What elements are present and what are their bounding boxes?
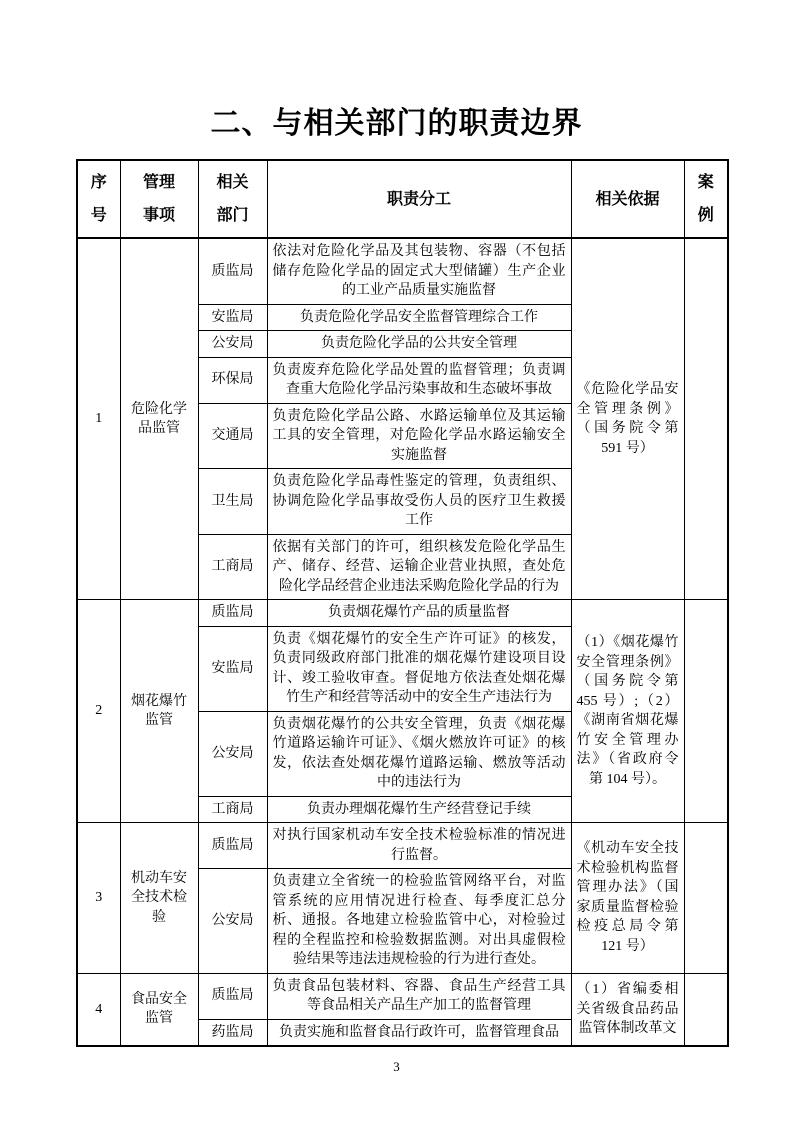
index-cell: 2 — [77, 600, 120, 823]
basis-cell: （1）省编委相关省级食品药品监管体制改革文 — [571, 973, 684, 1046]
table-row — [77, 973, 728, 1019]
case-cell — [684, 973, 728, 1046]
department-cell: 工商局 — [198, 796, 267, 823]
department-cell: 交通局 — [198, 403, 267, 469]
department-cell: 质监局 — [198, 823, 267, 869]
department-cell: 质监局 — [198, 973, 267, 1019]
duty-cell: 负责危险化学品毒性鉴定的管理，负责组织、协调危险化学品事故受伤人员的医疗卫生救援工作 — [267, 469, 571, 535]
department-cell: 公安局 — [198, 711, 267, 796]
matter-cell — [120, 238, 198, 600]
page-number: 3 — [393, 1059, 400, 1074]
department-cell: 质监局 — [198, 600, 267, 627]
column-header-matter — [120, 160, 198, 238]
column-header-basis-label: 相关依据 — [595, 190, 660, 208]
column-header-case — [684, 160, 728, 238]
duty-cell: 负责实施和监督食品行政许可，监督管理食品 — [267, 1019, 571, 1046]
matter-label: 烟花爆竹监管 — [131, 693, 187, 728]
column-header-index-label: 序号 — [90, 174, 107, 224]
department-cell: 安监局 — [198, 626, 267, 711]
table-row — [77, 823, 728, 869]
department-cell: 卫生局 — [198, 469, 267, 535]
duty-cell: 负责烟花爆竹产品的质量监督 — [267, 600, 571, 627]
duty-cell: 对执行国家机动车安全技术检验标准的情况进行监督。 — [267, 823, 571, 869]
column-header-duty-label: 职责分工 — [386, 190, 451, 208]
matter-label: 危险化学品监管 — [131, 401, 187, 436]
department-cell: 公安局 — [198, 869, 267, 974]
column-header-index — [77, 160, 120, 238]
column-header-department-label: 相关部门 — [216, 174, 249, 224]
case-cell — [684, 238, 728, 600]
column-header-case-label: 案例 — [697, 174, 714, 224]
matter-label: 食品安全监管 — [131, 991, 187, 1027]
matter-cell — [120, 973, 198, 1046]
column-header-matter-label: 管理事项 — [142, 174, 175, 224]
duty-cell: 负责废弃危险化学品处置的监督管理；负责调查重大危险化学品污染事故和生态破坏事故 — [267, 357, 571, 403]
column-header-basis — [571, 160, 684, 238]
case-cell — [684, 823, 728, 974]
department-cell: 环保局 — [198, 357, 267, 403]
index-cell: 4 — [77, 973, 120, 1046]
duty-cell: 负责烟花爆竹的公共安全管理，负责《烟花爆竹道路运输许可证》、《烟火燃放许可证》的核发，依法查处烟花爆竹道路运输、燃放等活动中的违法行为 — [267, 711, 571, 796]
responsibility-table — [76, 159, 729, 1047]
duty-cell: 负责食品包装材料、容器、食品生产经营工具等食品相关产品生产加工的监督管理 — [267, 973, 571, 1019]
duty-cell: 依据有关部门的许可，组织核发危险化学品生产、储存、经营、运输企业营业执照，查处危险化学品经营企业违法采购危险化学品的行为 — [267, 534, 571, 600]
column-header-department — [198, 160, 267, 238]
department-cell: 药监局 — [198, 1019, 267, 1046]
table-row — [77, 600, 728, 627]
matter-cell — [120, 823, 198, 974]
index-cell: 3 — [77, 823, 120, 974]
department-cell: 安监局 — [198, 304, 267, 331]
page-title: 二、与相关部门的职责边界 — [210, 107, 583, 140]
department-cell: 公安局 — [198, 331, 267, 358]
duty-cell: 负责危险化学品的公共安全管理 — [267, 331, 571, 358]
header-row — [77, 160, 728, 238]
basis-cell: 《机动车安全技术检验机构监督管理办法》（国家质量监督检验检疫总局令第 121 号） — [571, 823, 684, 974]
duty-cell: 依法对危险化学品及其包装物、容器（不包括储存危险化学品的固定式大型储罐）生产企业的工业产品质量实施监督 — [267, 238, 571, 304]
matter-cell — [120, 600, 198, 823]
duty-cell: 负责《烟花爆竹的安全生产许可证》的核发，负责同级政府部门批准的烟花爆竹建设项目设计、竣工验收审查。督促地方依法查处烟花爆竹生产和经营等活动中的安全生产违法行为 — [267, 626, 571, 711]
matter-label: 机动车安全技术检验 — [131, 870, 187, 925]
index-cell: 1 — [77, 238, 120, 600]
column-header-duty — [267, 160, 571, 238]
department-cell: 工商局 — [198, 534, 267, 600]
duty-cell: 负责危险化学品安全监督管理综合工作 — [267, 304, 571, 331]
table-row — [77, 238, 728, 304]
department-cell: 质监局 — [198, 238, 267, 304]
basis-cell: 《危险化学品安全管理条例》（国务院令第 591 号） — [571, 238, 684, 600]
basis-cell: （1）《烟花爆竹安全管理条例》（国务院令第 455 号）;（2）《湖南省烟花爆竹安全管理办法》（省政府令第 104 号）。 — [571, 600, 684, 823]
duty-cell: 负责办理烟花爆竹生产经营登记手续 — [267, 796, 571, 823]
case-cell — [684, 600, 728, 823]
duty-cell: 负责危险化学品公路、水路运输单位及其运输工具的安全管理，对危险化学品水路运输安全实施监督 — [267, 403, 571, 469]
duty-cell: 负责建立全省统一的检验监管网络平台，对监管系统的应用情况进行检查、每季度汇总分析、通报。各地建立检验监管中心，对检验过程的全程监控和检验数据监测。对出具虚假检验结果等违法违规检验的行为进行查处。 — [267, 869, 571, 974]
